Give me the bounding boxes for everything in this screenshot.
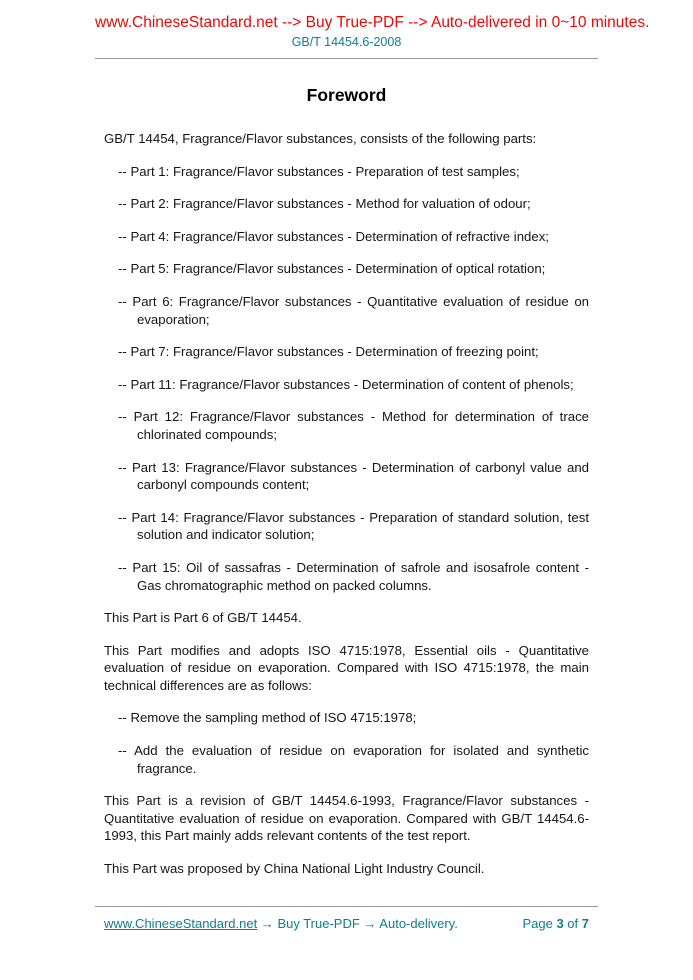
paragraph: This Part is a revision of GB/T 14454.6-1993, Fragrance/Flavor substances - Quantitative evaluation of residue on evaporation. Compared with GB/T 14454.6-1993, this Part mainly adds relevant contents of the test report. [104,793,589,844]
current-page-number: 3 [556,916,564,931]
of-label: of [567,916,579,931]
footer-left [104,916,458,931]
footer-website-link[interactable]: www.ChineseStandard.net [104,916,258,931]
list-item: -- Part 5: Fragrance/Flavor substances - Determination of optical rotation; [118,261,546,277]
list-item: -- Part 7: Fragrance/Flavor substances - Determination of freezing point; [118,344,539,360]
list-item: -- Part 2: Fragrance/Flavor substances - Method for valuation of odour; [118,196,531,212]
paragraph: This Part is Part 6 of GB/T 14454. [104,610,302,626]
list-item: -- Part 12: Fragrance/Flavor substances - Method for determination of trace chlorinated compounds; [118,409,589,442]
document-body [95,130,598,878]
promo-banner-link[interactable]: www.ChineseStandard.net --> Buy True-PDF --> Auto-delivered in 0~10 minutes. [95,14,650,31]
list-item: -- Part 13: Fragrance/Flavor substances - Determination of carbonyl value and carbonyl compounds content; [118,459,589,493]
total-page-number: 7 [581,916,589,931]
page-title: Foreword [306,85,387,105]
list-item: -- Part 6: Fragrance/Flavor substances - Quantitative evaluation of residue on evaporation; [118,293,589,327]
list-item: -- Part 15: Oil of sassafras - Determination of safrole and isosafrole content - Gas chromatographic method on packed columns. [118,559,589,593]
page-label: Page [522,916,553,931]
list-item: -- Part 14: Fragrance/Flavor substances - Preparation of standard solution, test solution and indicator solution; [118,509,589,543]
list-item: -- Part 1: Fragrance/Flavor substances - Preparation of test samples; [118,163,520,179]
standard-number: GB/T 14454.6-2008 [291,35,402,49]
list-item: -- Part 11: Fragrance/Flavor substances - Determination of content of phenols; [118,376,574,392]
paragraph: GB/T 14454, Fragrance/Flavor substances, consists of the following parts: [104,131,537,146]
footer-tagline: → Buy True-PDF → Auto-delivery. [260,916,458,931]
list-item: -- Remove the sampling method of ISO 4715:1978; [118,710,417,726]
list-item: -- Add the evaluation of residue on evaporation for isolated and synthetic fragrance. [118,743,589,776]
header-divider [95,58,598,59]
list-item: -- Part 4: Fragrance/Flavor substances - Determination of refractive index; [118,228,549,244]
footer [95,906,598,931]
page-indicator [522,916,589,931]
paragraph: This Part was proposed by China National Light Industry Council. [104,861,485,877]
paragraph: This Part modifies and adopts ISO 4715:1978, Essential oils - Quantitative evaluation of residue on evaporation. Compared with ISO 4715:1978, the main technical differences are as follows: [104,642,589,693]
